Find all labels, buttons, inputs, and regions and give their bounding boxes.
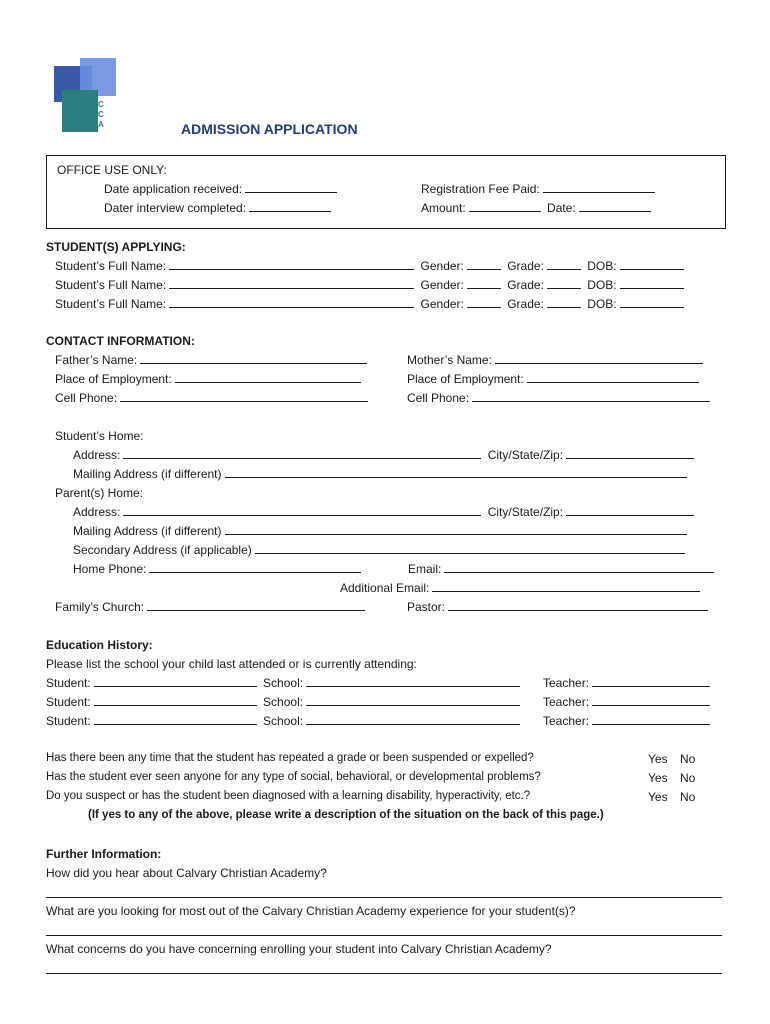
pastor-label: Pastor:: [407, 600, 446, 614]
church-field[interactable]: [147, 600, 365, 611]
education-row: [46, 676, 523, 690]
date-received-field[interactable]: [245, 182, 337, 193]
mother-employment-label: Place of Employment:: [407, 372, 524, 386]
dob-field[interactable]: [620, 297, 684, 308]
student-address-row: [73, 448, 697, 462]
mother-cell-row: [407, 391, 713, 405]
home-phone-row: [73, 562, 364, 576]
mother-row: [407, 353, 706, 367]
email-label: Email:: [408, 562, 442, 576]
yes-option[interactable]: Yes: [648, 790, 668, 804]
yes-option[interactable]: Yes: [648, 752, 668, 766]
teacher-field[interactable]: [592, 714, 710, 725]
address-field[interactable]: [123, 505, 481, 516]
address-label: Address:: [73, 505, 121, 519]
school-field[interactable]: [306, 714, 520, 725]
teacher-label: Teacher:: [543, 714, 590, 728]
father-label: Father’s Name:: [55, 353, 138, 367]
church-label: Family’s Church:: [55, 600, 145, 614]
student-row: [55, 278, 687, 292]
gender-label: Gender:: [420, 259, 464, 273]
additional-email-field[interactable]: [432, 581, 700, 592]
mailing-field[interactable]: [225, 467, 687, 478]
dob-field[interactable]: [620, 259, 684, 270]
registration-fee-field[interactable]: [543, 182, 655, 193]
full-name-label: Student’s Full Name:: [55, 278, 167, 292]
date-label: Date:: [547, 201, 576, 215]
father-field[interactable]: [140, 353, 367, 364]
logo-letter-2: C: [98, 110, 104, 119]
date-field[interactable]: [579, 201, 651, 212]
no-option[interactable]: No: [680, 752, 696, 766]
grade-field[interactable]: [547, 259, 581, 270]
full-name-field[interactable]: [169, 278, 414, 289]
secondary-field[interactable]: [255, 543, 685, 554]
mother-cell-field[interactable]: [472, 391, 710, 402]
father-row: [55, 353, 370, 367]
teacher-field[interactable]: [592, 676, 710, 687]
registration-fee-label: Registration Fee Paid:: [421, 182, 540, 196]
city-state-zip-label: City/State/Zip:: [487, 448, 564, 462]
secondary-label: Secondary Address (if applicable): [73, 543, 252, 557]
date-received-row: [104, 182, 340, 196]
answer-line-concerns[interactable]: [46, 973, 722, 974]
gender-field[interactable]: [467, 297, 501, 308]
full-name-label: Student’s Full Name:: [55, 259, 167, 273]
additional-email-label: Additional Email:: [340, 581, 430, 595]
school-field[interactable]: [306, 695, 520, 706]
no-option[interactable]: No: [680, 771, 696, 785]
registration-fee-row: [421, 182, 658, 196]
school-label: School:: [263, 695, 304, 709]
address-label: Address:: [73, 448, 121, 462]
teacher-row: [543, 695, 713, 709]
father-employment-label: Place of Employment:: [55, 372, 172, 386]
teacher-row: [543, 714, 713, 728]
home-phone-field[interactable]: [149, 562, 361, 573]
logo-letter-1: C: [98, 100, 104, 109]
further-heading: Further Information:: [46, 847, 162, 861]
student-label: Student:: [46, 676, 91, 690]
office-heading: OFFICE USE ONLY:: [57, 163, 167, 177]
amount-field[interactable]: [469, 201, 541, 212]
date-interview-row: [104, 201, 334, 215]
mother-field[interactable]: [495, 353, 703, 364]
mother-employment-field[interactable]: [527, 372, 699, 383]
student-field[interactable]: [94, 714, 257, 725]
further-question-hear: How did you hear about Calvary Christian Academy?: [46, 866, 327, 880]
student-home-label: Student’s Home:: [55, 429, 144, 443]
date-received-label: Date application received:: [104, 182, 243, 196]
grade-label: Grade:: [507, 278, 544, 292]
pastor-field[interactable]: [448, 600, 708, 611]
grade-field[interactable]: [547, 297, 581, 308]
question-social-problems: Has the student ever seen anyone for any type of social, behavioral, or developmental problems?: [46, 771, 541, 783]
student-row: [55, 259, 687, 273]
grade-field[interactable]: [547, 278, 581, 289]
date-interview-label: Dater interview completed:: [104, 201, 247, 215]
mother-employment-row: [407, 372, 702, 386]
student-row: [55, 297, 687, 311]
father-cell-field[interactable]: [120, 391, 368, 402]
logo-letter-3: A: [98, 120, 104, 129]
answer-line-hear[interactable]: [46, 897, 722, 898]
education-row: [46, 714, 523, 728]
further-question-looking-for: What are you looking for most out of the Calvary Christian Academy experience for your student(s)?: [46, 904, 576, 918]
mailing-field[interactable]: [225, 524, 687, 535]
school-field[interactable]: [306, 676, 520, 687]
student-mailing-row: [73, 467, 690, 481]
mother-label: Mother’s Name:: [407, 353, 492, 367]
yes-description-note: (If yes to any of the above, please write a description of the situation on the back of this page.): [88, 809, 604, 821]
dob-label: DOB:: [587, 278, 617, 292]
education-heading: Education History:: [46, 638, 153, 652]
question-learning-disability: Do you suspect or has the student been diagnosed with a learning disability, hyperactivity, etc.?: [46, 790, 531, 802]
email-field[interactable]: [444, 562, 714, 573]
student-label: Student:: [46, 714, 91, 728]
city-state-zip-field[interactable]: [566, 505, 694, 516]
home-phone-label: Home Phone:: [73, 562, 147, 576]
mailing-label: Mailing Address (if different): [73, 467, 222, 481]
parent-mailing-row: [73, 524, 690, 538]
additional-email-row: [340, 581, 703, 595]
gender-field[interactable]: [467, 278, 501, 289]
logo-square-teal: [62, 90, 98, 132]
students-heading: STUDENT(S) APPLYING:: [46, 240, 186, 254]
full-name-field[interactable]: [169, 259, 414, 270]
full-name-field[interactable]: [169, 297, 414, 308]
dob-label: DOB:: [587, 297, 617, 311]
mailing-label: Mailing Address (if different): [73, 524, 222, 538]
address-field[interactable]: [123, 448, 481, 459]
teacher-field[interactable]: [592, 695, 710, 706]
answer-line-looking-for[interactable]: [46, 935, 722, 936]
father-cell-label: Cell Phone:: [55, 391, 118, 405]
date-interview-field[interactable]: [249, 201, 331, 212]
amount-date-row: [421, 201, 654, 215]
dob-field[interactable]: [620, 278, 684, 289]
father-cell-row: [55, 391, 371, 405]
student-field[interactable]: [94, 676, 257, 687]
teacher-row: [543, 676, 713, 690]
dob-label: DOB:: [587, 259, 617, 273]
yes-option[interactable]: Yes: [648, 771, 668, 785]
education-instruction: Please list the school your child last attended or is currently attending:: [46, 657, 417, 671]
page-title: ADMISSION APPLICATION: [181, 121, 358, 137]
mother-cell-label: Cell Phone:: [407, 391, 470, 405]
parent-address-row: [73, 505, 697, 519]
grade-label: Grade:: [507, 259, 544, 273]
secondary-address-row: [73, 543, 688, 557]
city-state-zip-label: City/State/Zip:: [487, 505, 564, 519]
full-name-label: Student’s Full Name:: [55, 297, 167, 311]
question-repeat-grade: Has there been any time that the student has repeated a grade or been suspended or expelled?: [46, 752, 534, 764]
gender-label: Gender:: [420, 278, 464, 292]
church-row: [55, 600, 368, 614]
grade-label: Grade:: [507, 297, 544, 311]
email-row: [408, 562, 717, 576]
teacher-label: Teacher:: [543, 676, 590, 690]
gender-field[interactable]: [467, 259, 501, 270]
gender-label: Gender:: [420, 297, 464, 311]
amount-label: Amount:: [421, 201, 466, 215]
teacher-label: Teacher:: [543, 695, 590, 709]
pastor-row: [407, 600, 711, 614]
no-option[interactable]: No: [680, 790, 696, 804]
parents-home-label: Parent(s) Home:: [55, 486, 144, 500]
father-employment-row: [55, 372, 364, 386]
city-state-zip-field[interactable]: [566, 448, 694, 459]
student-field[interactable]: [94, 695, 257, 706]
school-label: School:: [263, 676, 304, 690]
student-label: Student:: [46, 695, 91, 709]
contact-heading: CONTACT INFORMATION:: [46, 334, 195, 348]
father-employment-field[interactable]: [175, 372, 361, 383]
school-label: School:: [263, 714, 304, 728]
education-row: [46, 695, 523, 709]
further-question-concerns: What concerns do you have concerning enrolling your student into Calvary Christian Academy?: [46, 942, 552, 956]
